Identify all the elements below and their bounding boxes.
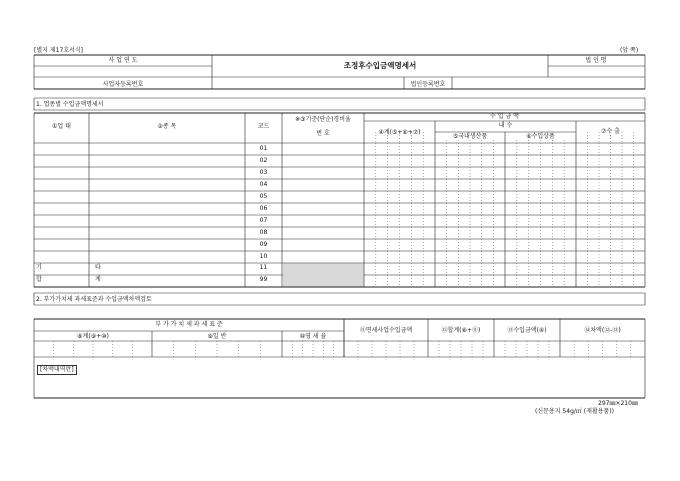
sum-row-code: 99	[259, 276, 268, 283]
col-vat-total: ⑧계(⑨+⑩)	[77, 333, 109, 340]
form-title: 조정후수입금액명세서	[343, 61, 417, 70]
col-business-item: ②종 목	[157, 123, 177, 130]
sum-row-label: 합	[36, 276, 42, 283]
section1-title: 1. 업종별 수입금액명세서	[36, 101, 104, 108]
business-registration-label: 사업자등록번호	[102, 81, 144, 88]
col-difference: ⑭차액(⑫-⑬)	[584, 327, 621, 334]
paper-spec: (신문용지 54g/㎡ (재활용품))	[535, 408, 615, 415]
other-row-label-2: 타	[95, 264, 101, 271]
col-rate-number: ※③기준(단순)경비율	[295, 116, 351, 123]
col-vat-zero-rate: ⑩영 세 율	[299, 333, 327, 340]
col-import: ⑥수입상품	[526, 133, 555, 140]
row-code-03: 03	[259, 169, 268, 176]
difference-detail-label: [차액내역란]	[37, 365, 77, 375]
paper-size: 297㎜×210㎜	[598, 400, 638, 407]
sum-row-label-2: 계	[95, 276, 101, 283]
other-row-code: 11	[259, 264, 268, 271]
col-code: 코드	[257, 123, 270, 130]
col-domestic-product: ⑤국내생산품	[452, 133, 488, 140]
col-rate-number-sub: 번 호	[316, 130, 330, 137]
row-code-04: 04	[259, 181, 268, 188]
col-revenue: 수 입 금 액	[490, 113, 519, 120]
page-side-label: (앞 쪽)	[620, 47, 639, 54]
col-exempt-revenue: ⑪면세사업수입금액	[359, 327, 413, 334]
col-vat-general: ⑨일 반	[207, 333, 227, 340]
corporation-registration-label: 법인등록번호	[410, 81, 446, 88]
row-code-09: 09	[259, 241, 268, 248]
col-revenue-amount: ⑬수입금액(④)	[507, 327, 547, 334]
col-sum: ⑫합계(⑧+⑪)	[441, 327, 481, 334]
row-code-01: 01	[259, 145, 268, 152]
col-export: ⑦수 출	[601, 128, 620, 135]
row-code-05: 05	[259, 193, 268, 200]
business-year-label: 사 업 연 도	[108, 57, 138, 64]
col-business-type: ①업 태	[52, 123, 71, 130]
row-code-02: 02	[259, 157, 268, 164]
section2-title: 2. 부가가치세 과세표준과 수입금액차액검토	[36, 296, 152, 303]
row-code-07: 07	[259, 217, 268, 224]
other-row-label: 기	[36, 264, 42, 271]
col-total: ④계(⑤+⑥+⑦)	[378, 129, 421, 136]
corporation-name-label: 법 인 명	[585, 57, 607, 64]
row-code-10: 10	[259, 253, 268, 260]
vat-base-header: 부 가 가 치 세 과 세 표 준	[155, 321, 223, 328]
row-code-06: 06	[259, 205, 268, 212]
col-domestic: 내 수	[498, 122, 513, 129]
row-code-08: 08	[259, 229, 268, 236]
form-number: [별지 제17호서식]	[34, 47, 83, 54]
